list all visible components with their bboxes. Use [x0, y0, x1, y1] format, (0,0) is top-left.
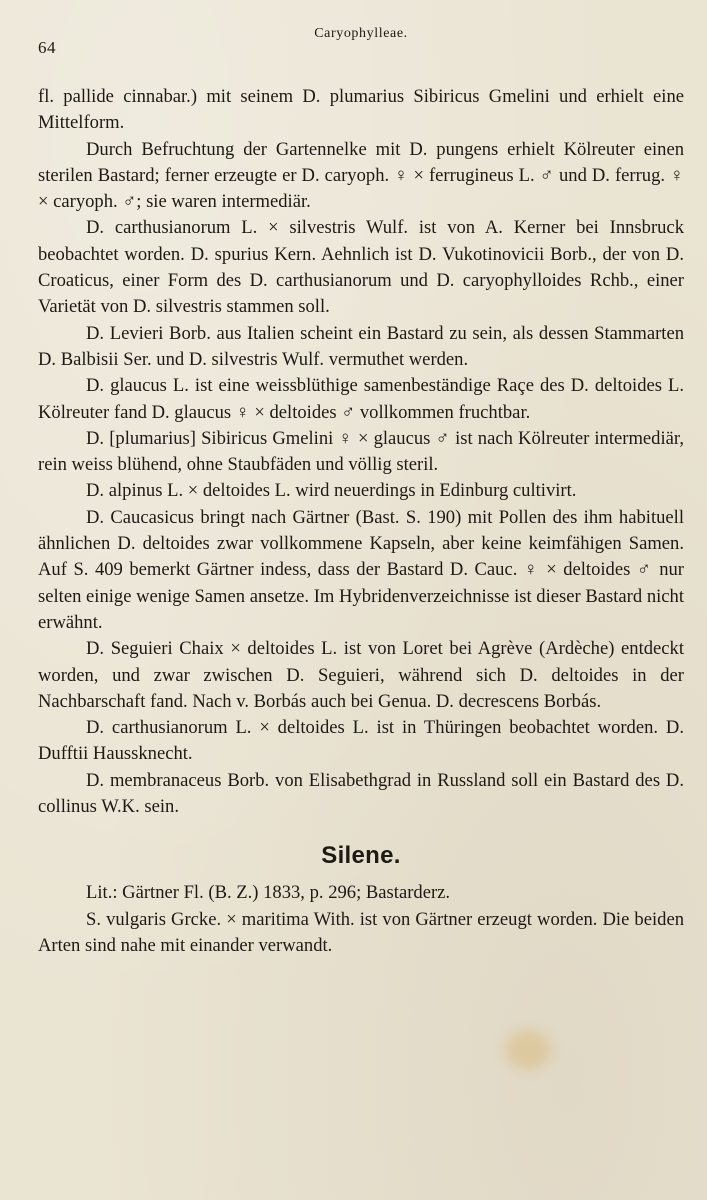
running-head: Caryophylleae.: [314, 26, 408, 41]
paragraph: S. vulgaris Grcke. × maritima With. ist von Gärtner erzeugt worden. Die beiden Arten sind nahe mit einander verwandt.: [38, 908, 684, 956]
body-text: [38, 84, 684, 959]
literature-reference: Lit.: Gärtner Fl. (B. Z.) 1833, p. 296; Bastarderz.: [86, 882, 451, 904]
page-number: 64: [38, 38, 56, 57]
paragraph: D. carthusianorum L. × silvestris Wulf. ist von A. Kerner bei Innsbruck beobachtet worden. D. spurius Kern. Aehnlich ist D. Vukotinovicii Borb., der von D. Croaticus, einer Form des D. carthusianorum und D. caryophylloides Rchb., einer Varietät von D. silvestris stammen soll.: [38, 217, 684, 318]
paragraph: D. alpinus L. × deltoides L. wird neuerdings in Edinburg cultivirt.: [86, 480, 577, 502]
section-title: Silene.: [321, 842, 401, 870]
paragraph: Durch Befruchtung der Gartennelke mit D. pungens erhielt Kölreuter einen sterilen Bastard; ferner erzeugte er D. caryoph. ♀ × ferrugineus L. ♂ und D. ferrug. ♀ × caryoph. ♂; sie waren intermediär.: [38, 138, 684, 213]
paragraph: fl. pallide cinnabar.) mit seinem D. plumarius Sibiricus Gmelini und erhielt eine Mittelform.: [38, 86, 684, 134]
page-header: [38, 22, 684, 84]
paragraph: D. [plumarius] Sibiricus Gmelini ♀ × glaucus ♂ ist nach Kölreuter intermediär, rein weiss blühend, ohne Staubfäden und völlig steril.: [38, 427, 684, 476]
paragraph: D. membranaceus Borb. von Elisabethgrad in Russland soll ein Bastard des D. collinus W.K. sein.: [38, 769, 684, 818]
paragraph: D. Seguieri Chaix × deltoides L. ist von Loret bei Agrève (Ardèche) entdeckt worden, und zwar zwischen D. Seguieri, während sich D. deltoides in der Nachbarschaft fand. Nach v. Borbás auch bei Genua. D. decrescens Borbás.: [38, 638, 684, 712]
paragraph: D. carthusianorum L. × deltoides L. ist in Thüringen beobachtet worden. D. Dufftii Haussknecht.: [38, 717, 684, 765]
paragraph: D. Levieri Borb. aus Italien scheint ein Bastard zu sein, als dessen Stammarten D. Balbisii Ser. und D. silvestris Wulf. vermuthet werden.: [38, 322, 684, 370]
book-page: [38, 22, 684, 1182]
paragraph: D. glaucus L. ist eine weissblüthige samenbeständige Raçe des D. deltoides L. Kölreuter fand D. glaucus ♀ × deltoides ♂ vollkommen fruchtbar.: [38, 375, 684, 423]
paragraph: D. Caucasicus bringt nach Gärtner (Bast. S. 190) mit Pollen des ihm habituell ähnlichen D. deltoides zwar vollkommene Kapseln, aber keine keimfähigen Samen. Auf S. 409 bemerkt Gärtner indess, dass der Bastard D. Cauc. ♀ × deltoides ♂ nur selten einige wenige Samen ansetze. Im Hybridenverzeichnisse ist dieser Bastard nicht erwähnt.: [38, 506, 684, 633]
